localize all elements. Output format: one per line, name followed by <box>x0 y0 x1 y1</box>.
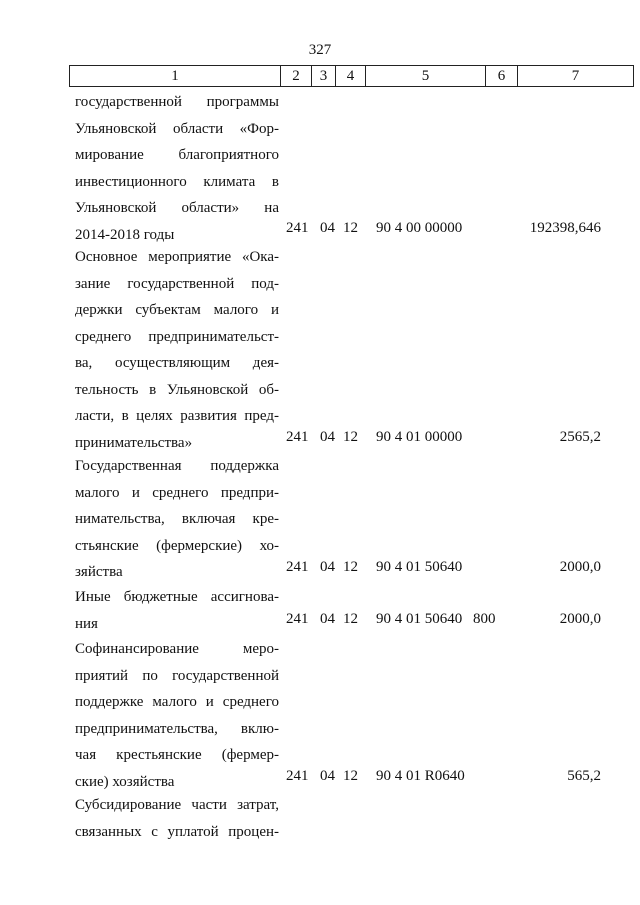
row-code-5: 90 4 01 50640 <box>376 559 463 575</box>
row-description: государственной программы Ульяновской области «Фор- мирование благоприятного инвестиционного климата в Ульяновской области» на 2014-2018 годы <box>75 94 279 243</box>
header-col-5: 5 <box>366 66 486 87</box>
row-description: Государственная поддержка малого и среднего предпри- нимательства, включая кре- стьянские (фермерские) хо- зяйства <box>75 458 279 580</box>
row-code-3: 04 <box>320 220 335 236</box>
header-col-7: 7 <box>518 66 634 87</box>
row-description: Софинансирование меро- приятий по государственной поддержке малого и среднего предпринимательства, вклю- чая крестьянские (фермер- ские) хозяйства <box>75 641 279 790</box>
row-code-2: 241 <box>286 611 309 627</box>
row-description: Иные бюджетные ассигнова- ния <box>75 589 279 632</box>
row-code-2: 241 <box>286 559 309 575</box>
header-col-3: 3 <box>312 66 336 87</box>
row-code-4: 12 <box>343 768 358 784</box>
row-code-2: 241 <box>286 220 309 236</box>
row-code-4: 12 <box>343 220 358 236</box>
header-col-6: 6 <box>486 66 518 87</box>
header-col-1: 1 <box>70 66 281 87</box>
row-amount: 2565,2 <box>559 429 601 445</box>
page-number: 327 <box>308 42 332 58</box>
row-code-4: 12 <box>343 611 358 627</box>
row-code-3: 04 <box>320 611 335 627</box>
row-code-5: 90 4 01 R0640 <box>376 768 465 784</box>
row-code-4: 12 <box>343 559 358 575</box>
row-code-3: 04 <box>320 429 335 445</box>
row-code-5: 90 4 01 00000 <box>376 429 463 445</box>
row-code-3: 04 <box>320 559 335 575</box>
header-col-2: 2 <box>281 66 312 87</box>
row-amount: 565,2 <box>567 768 601 784</box>
row-amount: 192398,646 <box>529 220 601 236</box>
row-amount: 2000,0 <box>559 559 601 575</box>
column-header-row <box>69 65 634 87</box>
row-code-5: 90 4 01 50640 <box>376 611 463 627</box>
row-code-3: 04 <box>320 768 335 784</box>
row-description: Основное мероприятие «Ока- зание государственной под- держки субъектам малого и среднего предпринимательст- ва, осуществляющим дея- тельность в Ульяновской об- ласти, в целях развития пред- принимательства» <box>75 249 279 451</box>
row-amount: 2000,0 <box>559 611 601 627</box>
row-description: Субсидирование части затрат, связанных с уплатой процен- <box>75 797 279 840</box>
row-code-2: 241 <box>286 429 309 445</box>
row-code-4: 12 <box>343 429 358 445</box>
row-code-2: 241 <box>286 768 309 784</box>
row-code-6: 800 <box>473 611 496 627</box>
header-col-4: 4 <box>336 66 366 87</box>
row-code-5: 90 4 00 00000 <box>376 220 463 236</box>
